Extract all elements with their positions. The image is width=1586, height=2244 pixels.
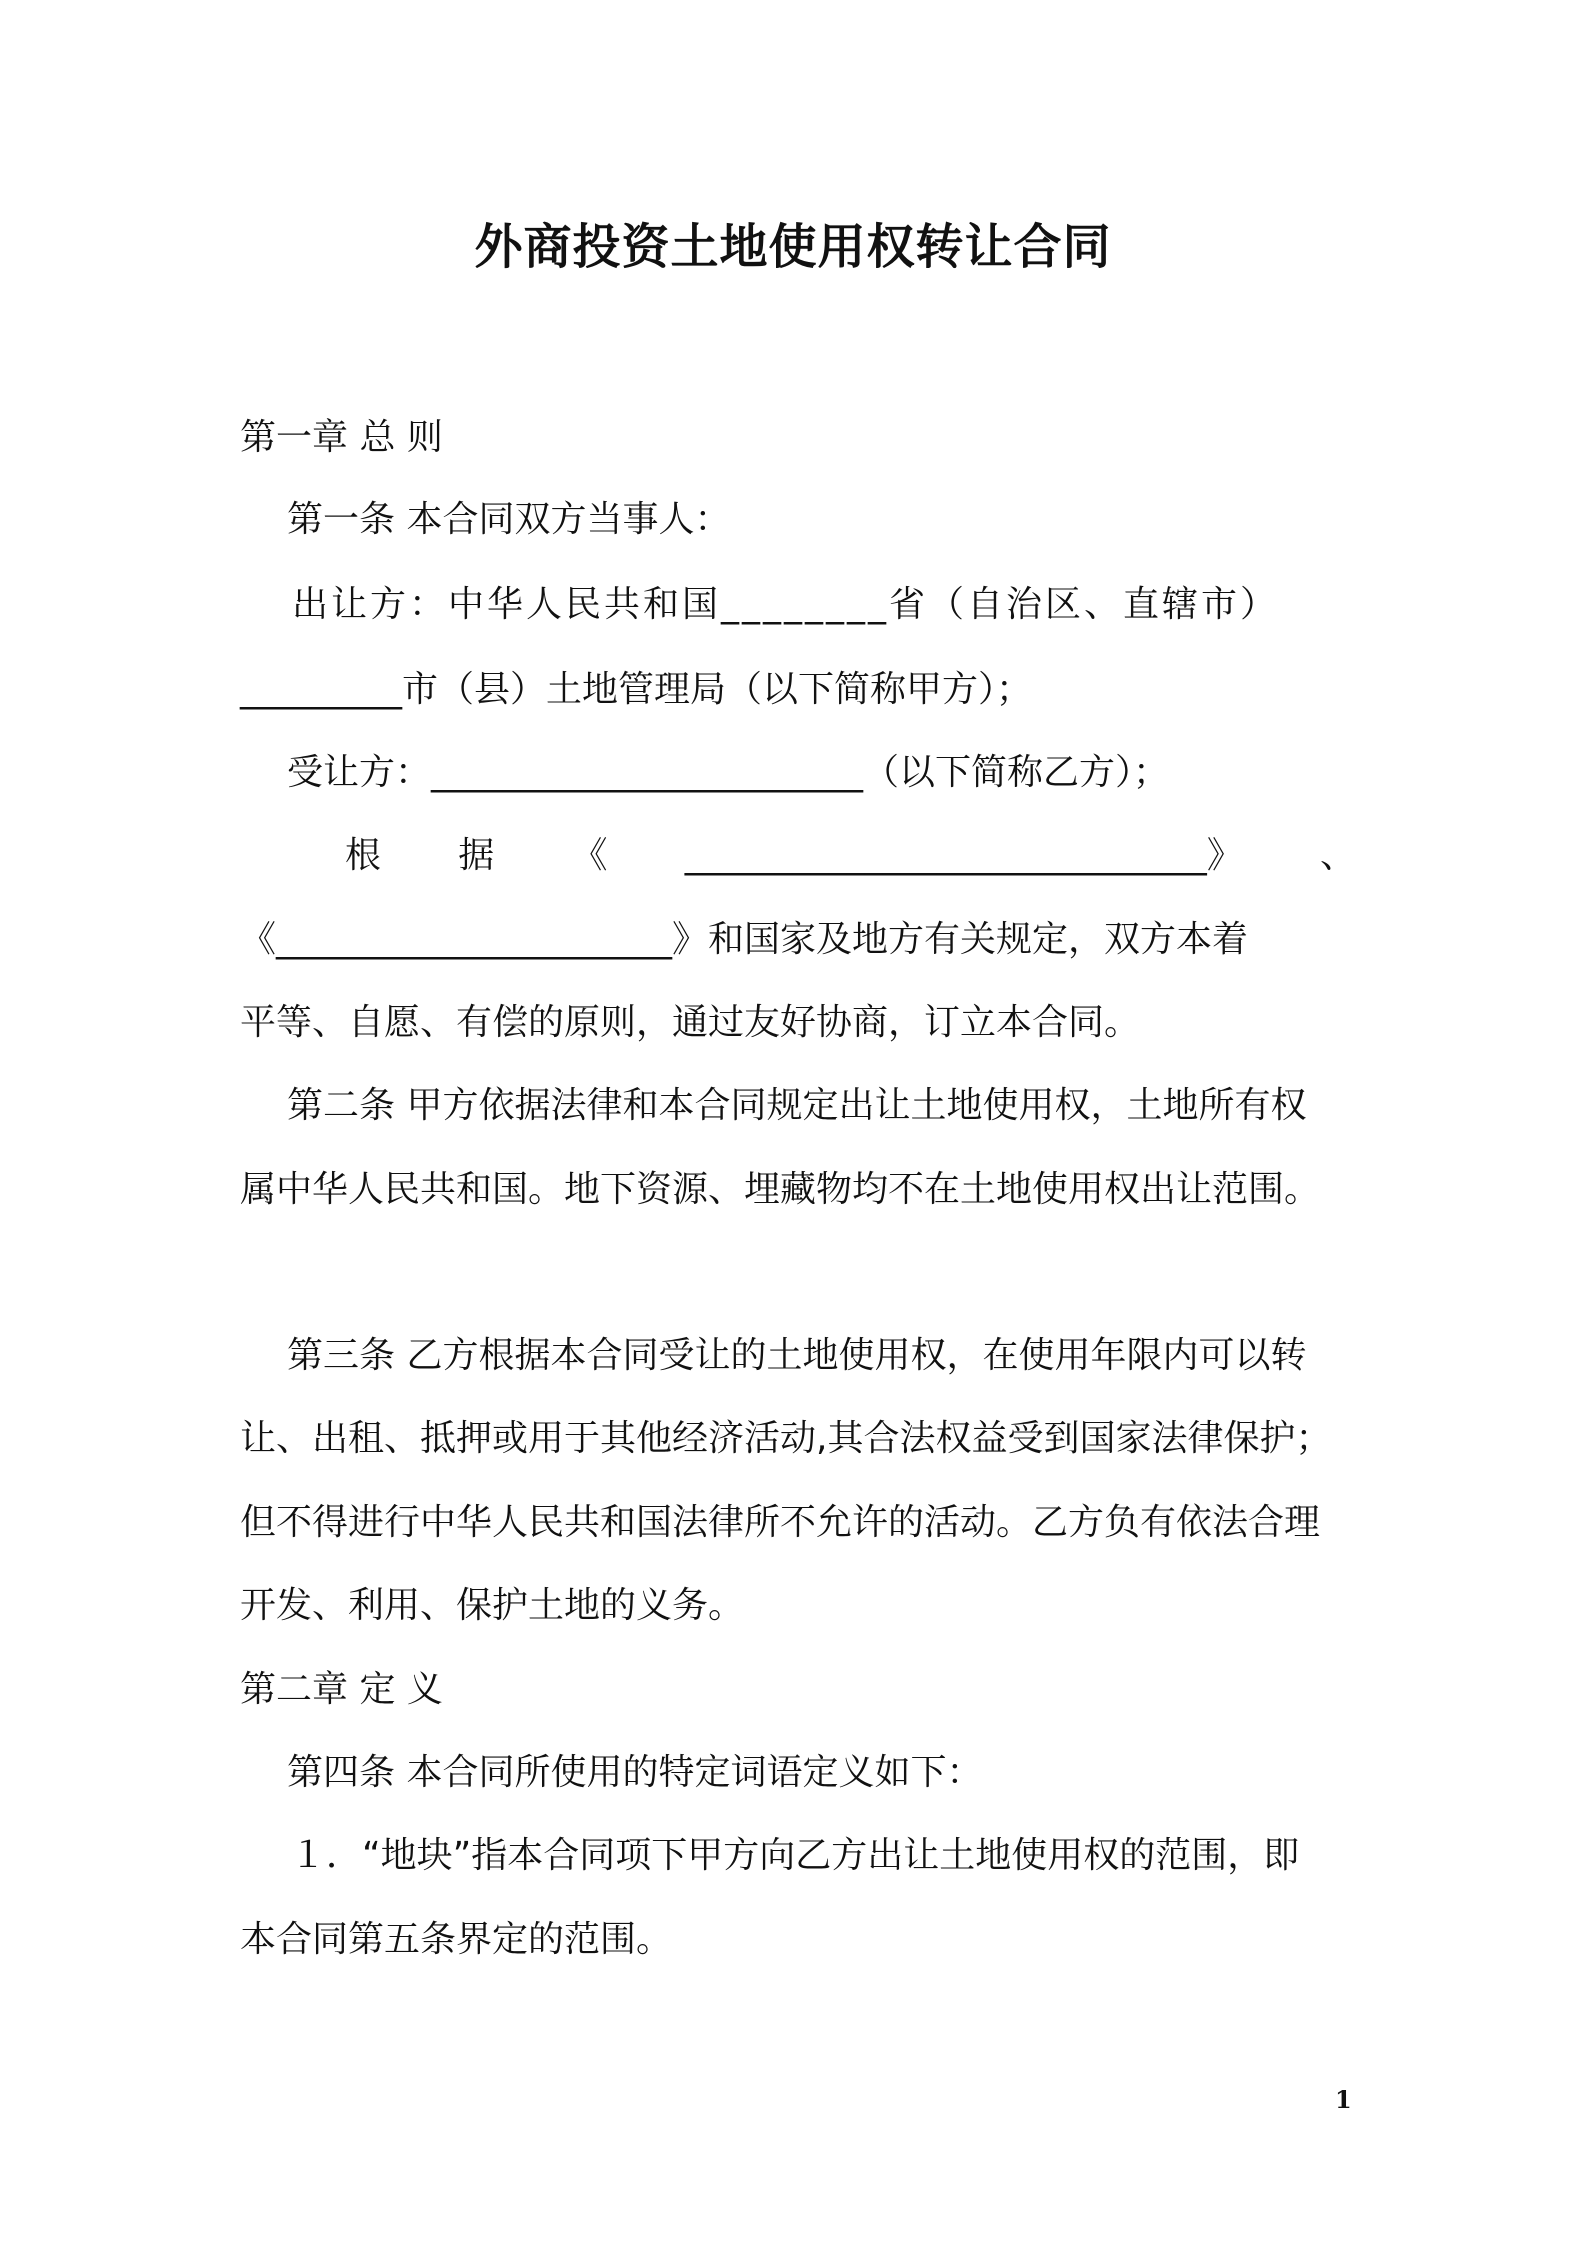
page-number: 1 — [1335, 2085, 1352, 2114]
grantor-line-2: _________市（县）土地管理局（以下简称甲方）； — [240, 669, 1033, 710]
grantee-line: 受让方：________________________（以下简称乙方）； — [287, 752, 1170, 793]
basis-line-3: 平等、自愿、有偿的原则，通过友好协商，订立本合同。 — [240, 1002, 1141, 1043]
article-4-item-1-line-1: １．“地块”指本合同项下甲方向乙方出让土地使用权的范围，即 — [290, 1835, 1300, 1876]
document-title: 外商投资土地使用权转让合同 — [474, 219, 1112, 275]
basis-token-5: 、 — [1319, 835, 1356, 876]
basis-token-4: _____________________________》 — [684, 835, 1243, 876]
basis-line-1 — [345, 826, 1356, 886]
basis-token-2: 据 — [458, 835, 495, 876]
chapter-2-heading: 第二章 定 义 — [240, 1669, 443, 1710]
grantor-line-1: 出让方：中华人民共和国________省（自治区、直辖市） — [292, 584, 1280, 625]
article-2-line-2: 属中华人民共和国。地下资源、埋藏物均不在土地使用权出让范围。 — [240, 1169, 1321, 1210]
chapter-1-heading: 第一章 总 则 — [240, 417, 443, 458]
article-2-line-1: 第二条 甲方依据法律和本合同规定出让土地使用权，土地所有权 — [287, 1085, 1307, 1126]
basis-token-3: 《 — [571, 835, 608, 876]
article-1-heading: 第一条 本合同双方当事人： — [287, 499, 731, 540]
article-4-item-1-line-2: 本合同第五条界定的范围。 — [240, 1919, 673, 1960]
article-4-heading: 第四条 本合同所使用的特定词语定义如下： — [287, 1752, 983, 1793]
article-3-line-1: 第三条 乙方根据本合同受让的土地使用权，在使用年限内可以转 — [287, 1335, 1307, 1376]
basis-token-1: 根 — [345, 835, 382, 876]
article-3-line-4: 开发、利用、保护土地的义务。 — [240, 1585, 745, 1626]
article-3-line-3: 但不得进行中华人民共和国法律所不允许的活动。乙方负有依法合理 — [240, 1502, 1321, 1543]
article-3-line-2: 让、出租、抵押或用于其他经济活动,其合法权益受到国家法律保护； — [240, 1418, 1332, 1459]
basis-line-2: 《______________________》和国家及地方有关规定，双方本着 — [240, 919, 1249, 960]
